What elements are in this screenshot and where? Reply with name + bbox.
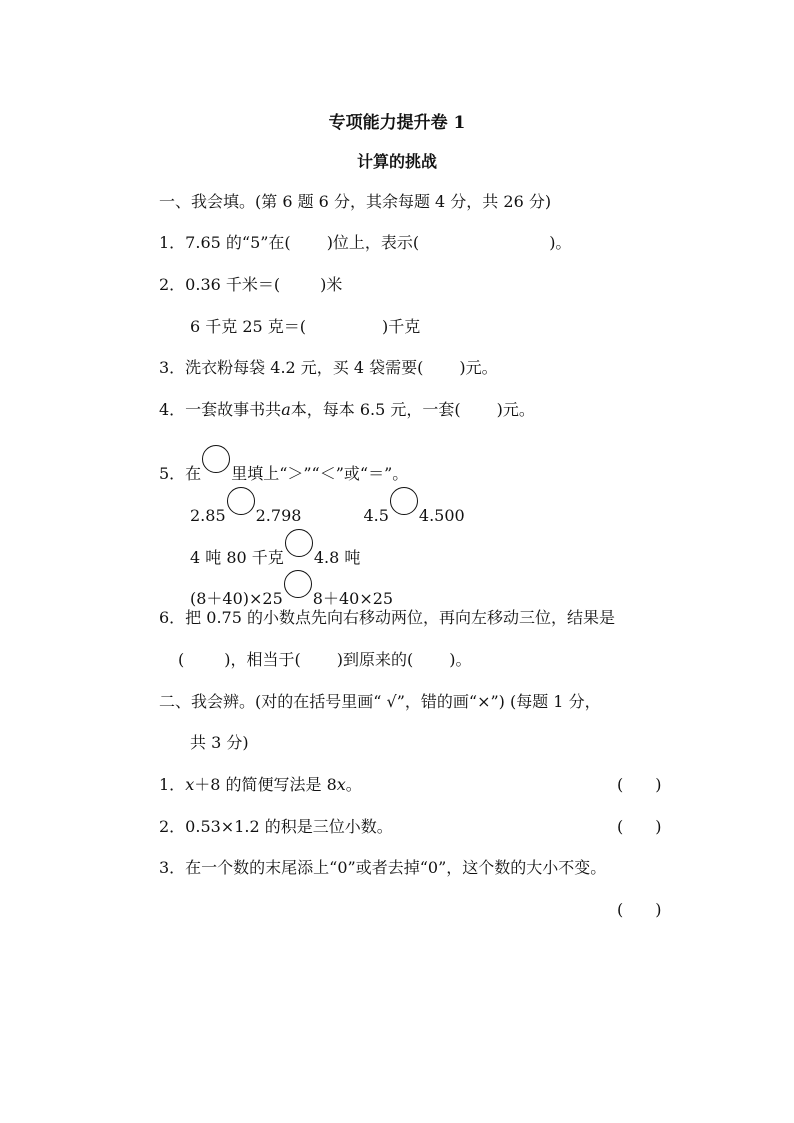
q5r2-right: 4.8 吨 [313,548,361,567]
section1-heading: 一、我会填。(第 6 题 6 分，其余每题 4 分，共 26 分) [159,192,552,211]
q5r1-left: 2.85 [190,506,226,525]
q6-text-a: ( [178,650,185,669]
page-subtitle: 计算的挑战 [356,152,437,171]
question-6: 6．把 0.75 的小数点先向右移动两位，再向左移动三位，结果是 [159,608,615,627]
q5r1-left2: 4.5 [363,506,389,525]
compare-circle[interactable] [284,570,312,598]
q5r3-right: 8＋40×25 [312,589,394,608]
q6-text-c: )到原来的( [336,650,414,669]
q5-row-2 [190,529,360,568]
compare-circle[interactable] [285,529,313,557]
q4-variable: a [281,400,291,419]
q5-text-b: 里填上“＞”“＜”或“＝”。 [231,464,409,483]
q6-text-d: )。 [449,650,472,669]
question-5 [159,445,408,484]
q3-text-a: 3．洗衣粉每袋 4.2 元，买 4 袋需要( [159,358,424,377]
q1-text-b: )位上，表示( [326,233,420,252]
q5r1-right2: 4.500 [418,506,465,525]
answer-paren-3[interactable]: ( ) [617,900,662,919]
jq1-var: x [185,775,195,794]
q3-text-b: )元。 [459,358,498,377]
q4-text-c: )元。 [496,400,535,419]
q5-row-1 [190,487,465,526]
q4-text-b: 本，每本 6.5 元，一套( [290,400,461,419]
q2b-text-a: 6 千克 25 克＝( [190,317,307,336]
jq1-var2: x [336,775,346,794]
judge-question-2: 2．0.53×1.2 的积是三位小数。 [159,817,393,836]
question-2b [190,317,420,337]
q1-text-a: 1．7.65 的“5”在( [159,233,291,252]
question-6-cont [178,650,472,670]
judge-question-3: 3．在一个数的末尾添上“0”或者去掉“0”，这个数的大小不变。 [159,858,607,877]
page-title: 专项能力提升卷 1 [328,113,466,133]
q4-text-a: 4．一套故事书共 [159,400,282,419]
compare-circle[interactable] [202,445,230,473]
q2-text-b: )米 [320,275,343,294]
jq1-num: 1． [159,775,186,794]
question-3 [159,358,498,378]
compare-circle[interactable] [227,487,255,515]
jq1-text: ＋8 的简便写法是 8 [194,775,337,794]
answer-paren-1[interactable]: ( ) [617,775,662,794]
q5-row-3 [190,570,393,609]
q6-text-b: )，相当于( [224,650,301,669]
q5r2-left: 4 吨 80 千克 [190,548,284,567]
q1-text-c: )。 [549,233,572,252]
question-2 [159,275,342,295]
question-1 [159,233,571,253]
answer-paren-2[interactable]: ( ) [617,817,662,836]
q5r1-right: 2.798 [255,506,302,525]
section2-heading: 二、我会辨。(对的在括号里画“ √”，错的画“×”) (每题 1 分， [159,692,601,711]
section2-heading-cont: 共 3 分) [190,733,249,752]
q5r3-left: (8＋40)×25 [190,589,283,608]
compare-circle[interactable] [390,487,418,515]
jq1-end: 。 [345,775,362,794]
q5-text-a: 5．在 [159,464,202,483]
judge-question-1 [159,775,362,795]
q2-text-a: 2．0.36 千米＝( [159,275,281,294]
question-4 [159,400,535,420]
q2b-text-b: )千克 [382,317,421,336]
